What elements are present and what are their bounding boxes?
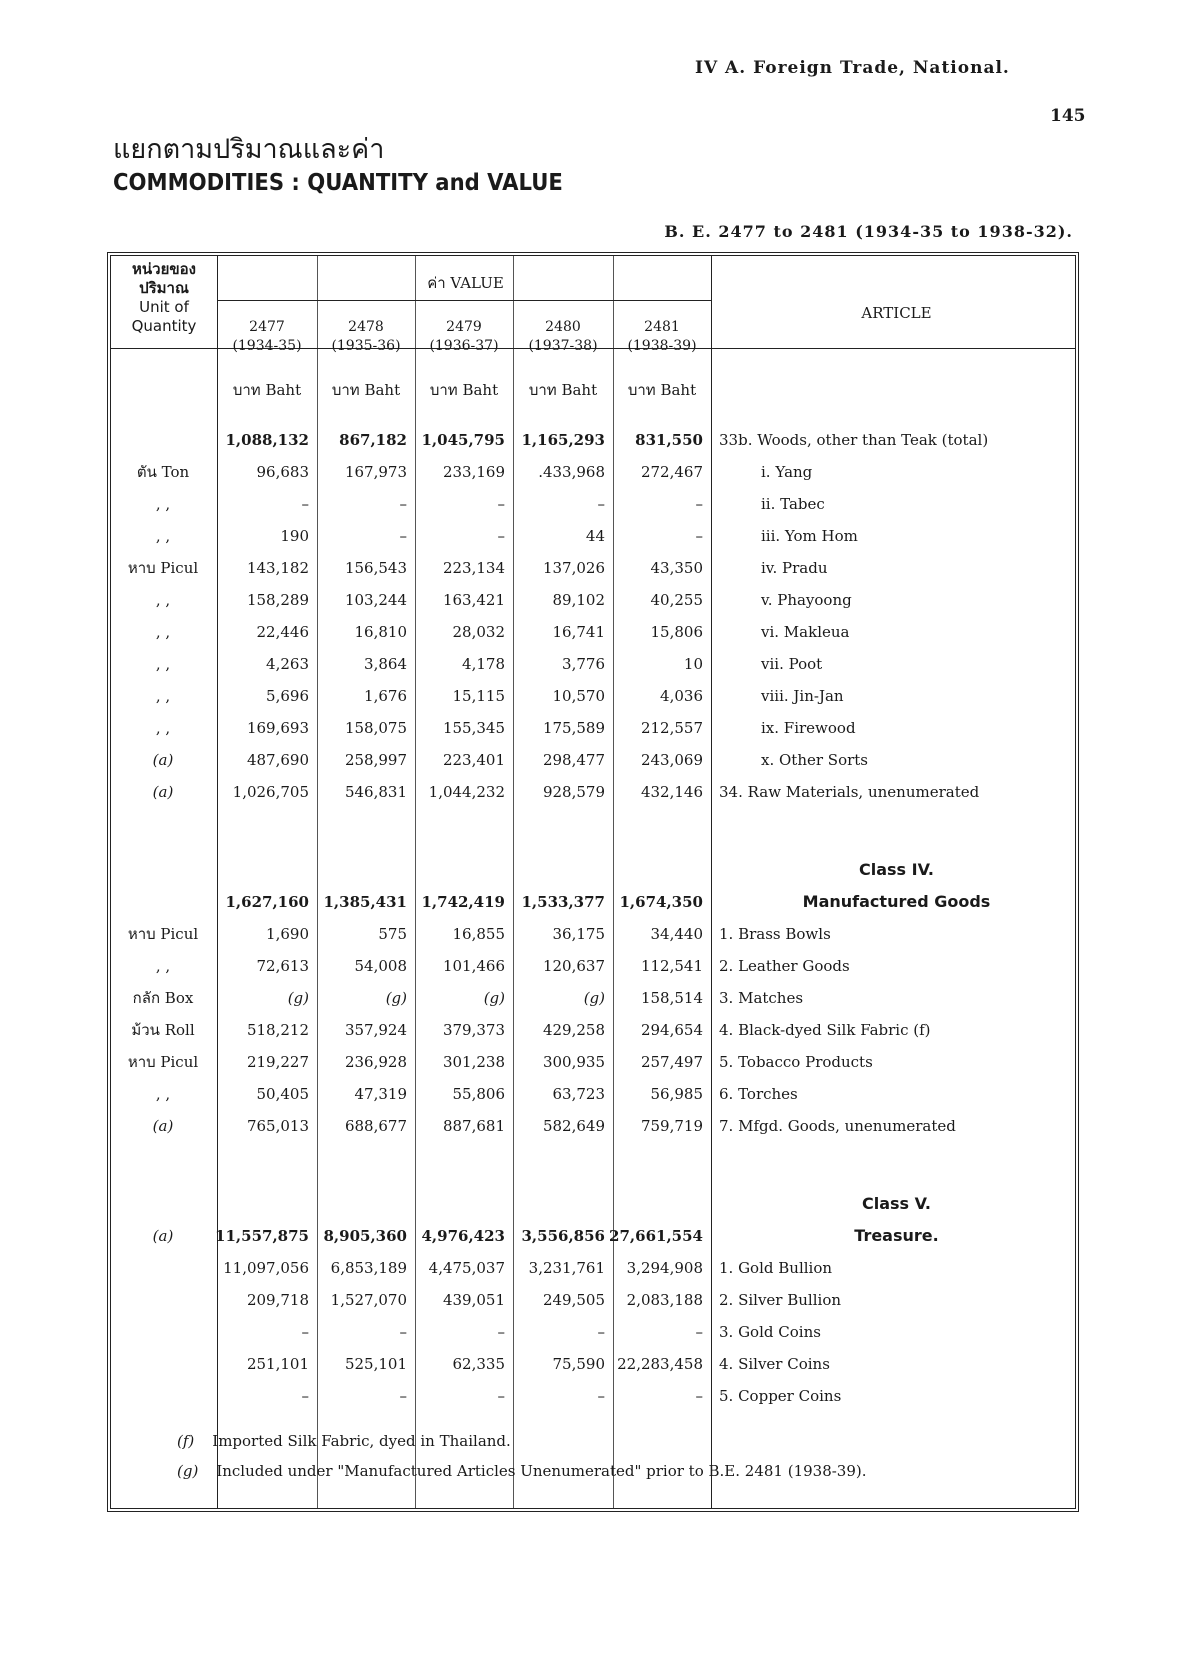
- value-cell: 379,373: [442, 1021, 505, 1039]
- page-number: 145: [1050, 106, 1086, 126]
- value-cell: 62,335: [452, 1355, 505, 1373]
- value-cell: 3,556,856: [521, 1227, 605, 1245]
- value-cell: 190: [280, 527, 309, 545]
- value-cell: 167,973: [344, 463, 407, 481]
- value-cell: 1,676: [364, 687, 407, 705]
- value-cell: –: [399, 527, 407, 545]
- value-header: ค่า VALUE: [427, 274, 504, 292]
- value-cell: 928,579: [542, 783, 605, 801]
- value-cell: 831,550: [635, 431, 703, 449]
- value-cell: 518,212: [246, 1021, 309, 1039]
- value-cell: 15,806: [650, 623, 703, 641]
- value-cell: 1,627,160: [225, 893, 309, 911]
- unit-cell: ตัน Ton: [136, 463, 190, 481]
- value-cell: –: [399, 1387, 407, 1405]
- value-cell: 163,421: [442, 591, 505, 609]
- value-cell: 10: [683, 655, 703, 673]
- value-cell: 1,044,232: [428, 783, 505, 801]
- value-cell: 2,083,188: [626, 1291, 703, 1309]
- value-cell: 175,589: [542, 719, 605, 737]
- article-cell: iii. Yom Hom: [761, 527, 858, 545]
- article-cell: 3. Gold Coins: [719, 1323, 821, 1341]
- value-cell: 6,853,189: [330, 1259, 407, 1277]
- unit-cell: (a): [152, 751, 174, 769]
- value-cell: 3,231,761: [528, 1259, 605, 1277]
- value-cell: 16,855: [452, 925, 505, 943]
- value-cell: 101,466: [442, 957, 505, 975]
- footnote: (f) Imported Silk Fabric, dyed in Thailand.: [177, 1432, 511, 1450]
- value-cell: 72,613: [256, 957, 309, 975]
- value-cell: –: [597, 1387, 605, 1405]
- value-cell: 249,505: [542, 1291, 605, 1309]
- value-cell: 258,997: [344, 751, 407, 769]
- value-cell: 432,146: [640, 783, 703, 801]
- value-cell: –: [695, 527, 703, 545]
- value-cell: 759,719: [640, 1117, 703, 1135]
- unit-cell: , ,: [155, 1085, 171, 1103]
- class-heading: Treasure.: [854, 1226, 939, 1245]
- value-cell: 156,543: [344, 559, 407, 577]
- value-cell: 1,674,350: [619, 893, 703, 911]
- baht-label: บาท Baht: [232, 381, 302, 399]
- unit-cell: , ,: [155, 655, 171, 673]
- value-cell: –: [497, 1323, 505, 1341]
- value-cell: 294,654: [640, 1021, 703, 1039]
- value-cell: 137,026: [542, 559, 605, 577]
- unit-cell: , ,: [155, 687, 171, 705]
- article-cell: 4. Black-dyed Silk Fabric (f): [719, 1021, 931, 1039]
- value-cell: 582,649: [542, 1117, 605, 1135]
- year-header: 2479 (1936-37): [429, 319, 499, 354]
- value-cell: 223,401: [442, 751, 505, 769]
- value-cell: 15,115: [452, 687, 505, 705]
- value-cell: 22,446: [256, 623, 309, 641]
- value-cell: 50,405: [256, 1085, 309, 1103]
- value-cell: 219,227: [246, 1053, 309, 1071]
- value-cell: 223,134: [442, 559, 505, 577]
- article-cell: 33b. Woods, other than Teak (total): [719, 431, 989, 449]
- value-cell: 11,557,875: [215, 1227, 309, 1245]
- article-cell: iv. Pradu: [761, 559, 828, 577]
- value-cell: 169,693: [246, 719, 309, 737]
- article-cell: ii. Tabec: [761, 495, 825, 513]
- article-cell: 4. Silver Coins: [719, 1355, 830, 1373]
- value-cell: –: [497, 1387, 505, 1405]
- article-cell: vi. Makleua: [761, 623, 850, 641]
- value-cell: 55,806: [452, 1085, 505, 1103]
- value-cell: 251,101: [246, 1355, 309, 1373]
- value-cell: 158,514: [640, 989, 703, 1007]
- unit-cell: (a): [152, 783, 174, 801]
- article-cell: 2. Silver Bullion: [719, 1291, 842, 1309]
- article-cell: v. Phayoong: [761, 591, 852, 609]
- value-cell: 546,831: [344, 783, 407, 801]
- value-cell: 27,661,554: [609, 1227, 703, 1245]
- unit-cell: (a): [152, 1227, 174, 1245]
- value-cell: (g): [385, 989, 407, 1007]
- value-cell: 298,477: [542, 751, 605, 769]
- value-cell: –: [399, 495, 407, 513]
- baht-label: บาท Baht: [528, 381, 598, 399]
- value-cell: –: [301, 1387, 309, 1405]
- article-cell: 1. Gold Bullion: [719, 1259, 833, 1277]
- value-cell: 36,175: [552, 925, 605, 943]
- article-cell: 6. Torches: [719, 1085, 798, 1103]
- value-cell: 8,905,360: [323, 1227, 407, 1245]
- value-cell: –: [695, 495, 703, 513]
- baht-label: บาท Baht: [429, 381, 499, 399]
- value-cell: 1,165,293: [521, 431, 605, 449]
- value-cell: 56,985: [650, 1085, 703, 1103]
- value-cell: 272,467: [640, 463, 703, 481]
- value-cell: 236,928: [344, 1053, 407, 1071]
- article-header: ARTICLE: [861, 304, 932, 322]
- unit-cell: , ,: [155, 623, 171, 641]
- value-cell: –: [695, 1387, 703, 1405]
- value-cell: 357,924: [344, 1021, 407, 1039]
- value-cell: 4,976,423: [421, 1227, 505, 1245]
- unit-cell: , ,: [155, 495, 171, 513]
- value-cell: 525,101: [344, 1355, 407, 1373]
- commodities-table: [107, 252, 1079, 1512]
- value-cell: 103,244: [344, 591, 407, 609]
- value-cell: 40,255: [650, 591, 703, 609]
- value-cell: –: [497, 527, 505, 545]
- page-title: COMMODITIES : QUANTITY and VALUE: [113, 170, 563, 196]
- value-cell: 54,008: [354, 957, 407, 975]
- article-cell: 3. Matches: [719, 989, 804, 1007]
- baht-label: บาท Baht: [331, 381, 401, 399]
- value-cell: 1,527,070: [330, 1291, 407, 1309]
- value-cell: 44: [585, 527, 605, 545]
- value-cell: (g): [483, 989, 505, 1007]
- value-cell: 75,590: [552, 1355, 605, 1373]
- class-heading: Manufactured Goods: [802, 892, 991, 911]
- value-cell: 212,557: [640, 719, 703, 737]
- year-header: 2478 (1935-36): [331, 319, 401, 354]
- unit-cell: หาบ Picul: [127, 925, 199, 943]
- value-cell: 887,681: [442, 1117, 505, 1135]
- article-cell: ix. Firewood: [761, 719, 856, 737]
- article-cell: 34. Raw Materials, unenumerated: [719, 783, 980, 801]
- value-cell: 47,319: [354, 1085, 407, 1103]
- unit-cell: , ,: [155, 957, 171, 975]
- page-title-thai: แยกตามปริมาณและค่า: [113, 134, 385, 165]
- baht-label: บาท Baht: [627, 381, 697, 399]
- value-cell: 575: [378, 925, 407, 943]
- value-cell: 158,289: [246, 591, 309, 609]
- unit-cell: หาบ Picul: [127, 559, 199, 577]
- value-cell: –: [301, 495, 309, 513]
- value-cell: 16,810: [354, 623, 407, 641]
- class-heading: Class V.: [861, 1194, 932, 1213]
- value-cell: 155,345: [442, 719, 505, 737]
- value-cell: –: [597, 495, 605, 513]
- value-cell: 765,013: [246, 1117, 309, 1135]
- value-cell: 1,533,377: [521, 893, 605, 911]
- class-heading: Class IV.: [859, 860, 934, 879]
- unit-cell: , ,: [155, 719, 171, 737]
- value-cell: 28,032: [452, 623, 505, 641]
- value-cell: 3,864: [364, 655, 407, 673]
- value-cell: –: [399, 1323, 407, 1341]
- value-cell: 158,075: [344, 719, 407, 737]
- year-header: 2477 (1934-35): [232, 319, 302, 354]
- value-cell: 688,677: [344, 1117, 407, 1135]
- value-cell: 1,026,705: [232, 783, 309, 801]
- value-cell: 867,182: [339, 431, 407, 449]
- unit-cell: กลัก Box: [132, 989, 194, 1007]
- value-cell: 487,690: [246, 751, 309, 769]
- unit-cell: หาบ Picul: [127, 1053, 199, 1071]
- value-cell: 4,263: [266, 655, 309, 673]
- value-cell: 3,776: [562, 655, 605, 673]
- value-cell: 300,935: [542, 1053, 605, 1071]
- value-cell: 301,238: [442, 1053, 505, 1071]
- value-cell: 11,097,056: [223, 1259, 309, 1277]
- value-cell: 16,741: [552, 623, 605, 641]
- unit-cell: , ,: [155, 591, 171, 609]
- value-cell: 1,690: [266, 925, 309, 943]
- date-range: B. E. 2477 to 2481 (1934-35 to 1938-32).: [664, 222, 1073, 241]
- value-cell: 1,742,419: [421, 893, 505, 911]
- value-cell: –: [695, 1323, 703, 1341]
- year-header: 2481 (1938-39): [627, 319, 697, 354]
- footnote: (g) Included under "Manufactured Articles Unenumerated" prior to B.E. 2481 (1938-39).: [177, 1462, 867, 1480]
- article-cell: 1. Brass Bowls: [719, 925, 831, 943]
- value-cell: 1,045,795: [421, 431, 505, 449]
- value-cell: 1,385,431: [323, 893, 407, 911]
- value-cell: 3,294,908: [626, 1259, 703, 1277]
- value-cell: 5,696: [266, 687, 309, 705]
- article-cell: 5. Copper Coins: [719, 1387, 842, 1405]
- article-cell: 7. Mfgd. Goods, unenumerated: [719, 1117, 956, 1135]
- value-cell: 429,258: [542, 1021, 605, 1039]
- value-cell: 4,178: [462, 655, 505, 673]
- article-cell: viii. Jin-Jan: [761, 687, 844, 705]
- year-header: 2480 (1937-38): [528, 319, 598, 354]
- unit-header: หน่วยของ ปริมาณ Unit of Quantity: [131, 260, 197, 335]
- article-cell: vii. Poot: [761, 655, 823, 673]
- value-cell: 439,051: [442, 1291, 505, 1309]
- value-cell: 257,497: [640, 1053, 703, 1071]
- value-cell: 1,088,132: [225, 431, 309, 449]
- value-cell: 43,350: [650, 559, 703, 577]
- article-cell: 5. Tobacco Products: [719, 1053, 873, 1071]
- value-cell: 243,069: [640, 751, 703, 769]
- value-cell: 89,102: [552, 591, 605, 609]
- article-cell: i. Yang: [761, 463, 813, 481]
- value-cell: –: [497, 495, 505, 513]
- section-title: IV A. Foreign Trade, National.: [695, 58, 1010, 78]
- value-cell: –: [301, 1323, 309, 1341]
- unit-cell: ม้วน Roll: [131, 1021, 195, 1039]
- unit-cell: , ,: [155, 527, 171, 545]
- value-cell: 143,182: [246, 559, 309, 577]
- value-cell: 4,475,037: [428, 1259, 505, 1277]
- value-cell: 209,718: [246, 1291, 309, 1309]
- value-cell: 233,169: [442, 463, 505, 481]
- value-cell: 34,440: [650, 925, 703, 943]
- article-cell: 2. Leather Goods: [719, 957, 850, 975]
- value-cell: (g): [583, 989, 605, 1007]
- value-cell: 120,637: [542, 957, 605, 975]
- value-cell: 112,541: [640, 957, 703, 975]
- value-cell: (g): [287, 989, 309, 1007]
- value-cell: 10,570: [552, 687, 605, 705]
- value-cell: 22,283,458: [617, 1355, 703, 1373]
- article-cell: x. Other Sorts: [761, 751, 868, 769]
- unit-cell: (a): [152, 1117, 174, 1135]
- value-cell: –: [597, 1323, 605, 1341]
- value-cell: 96,683: [256, 463, 309, 481]
- value-cell: 4,036: [660, 687, 703, 705]
- value-cell: .433,968: [538, 463, 605, 481]
- value-cell: 63,723: [552, 1085, 605, 1103]
